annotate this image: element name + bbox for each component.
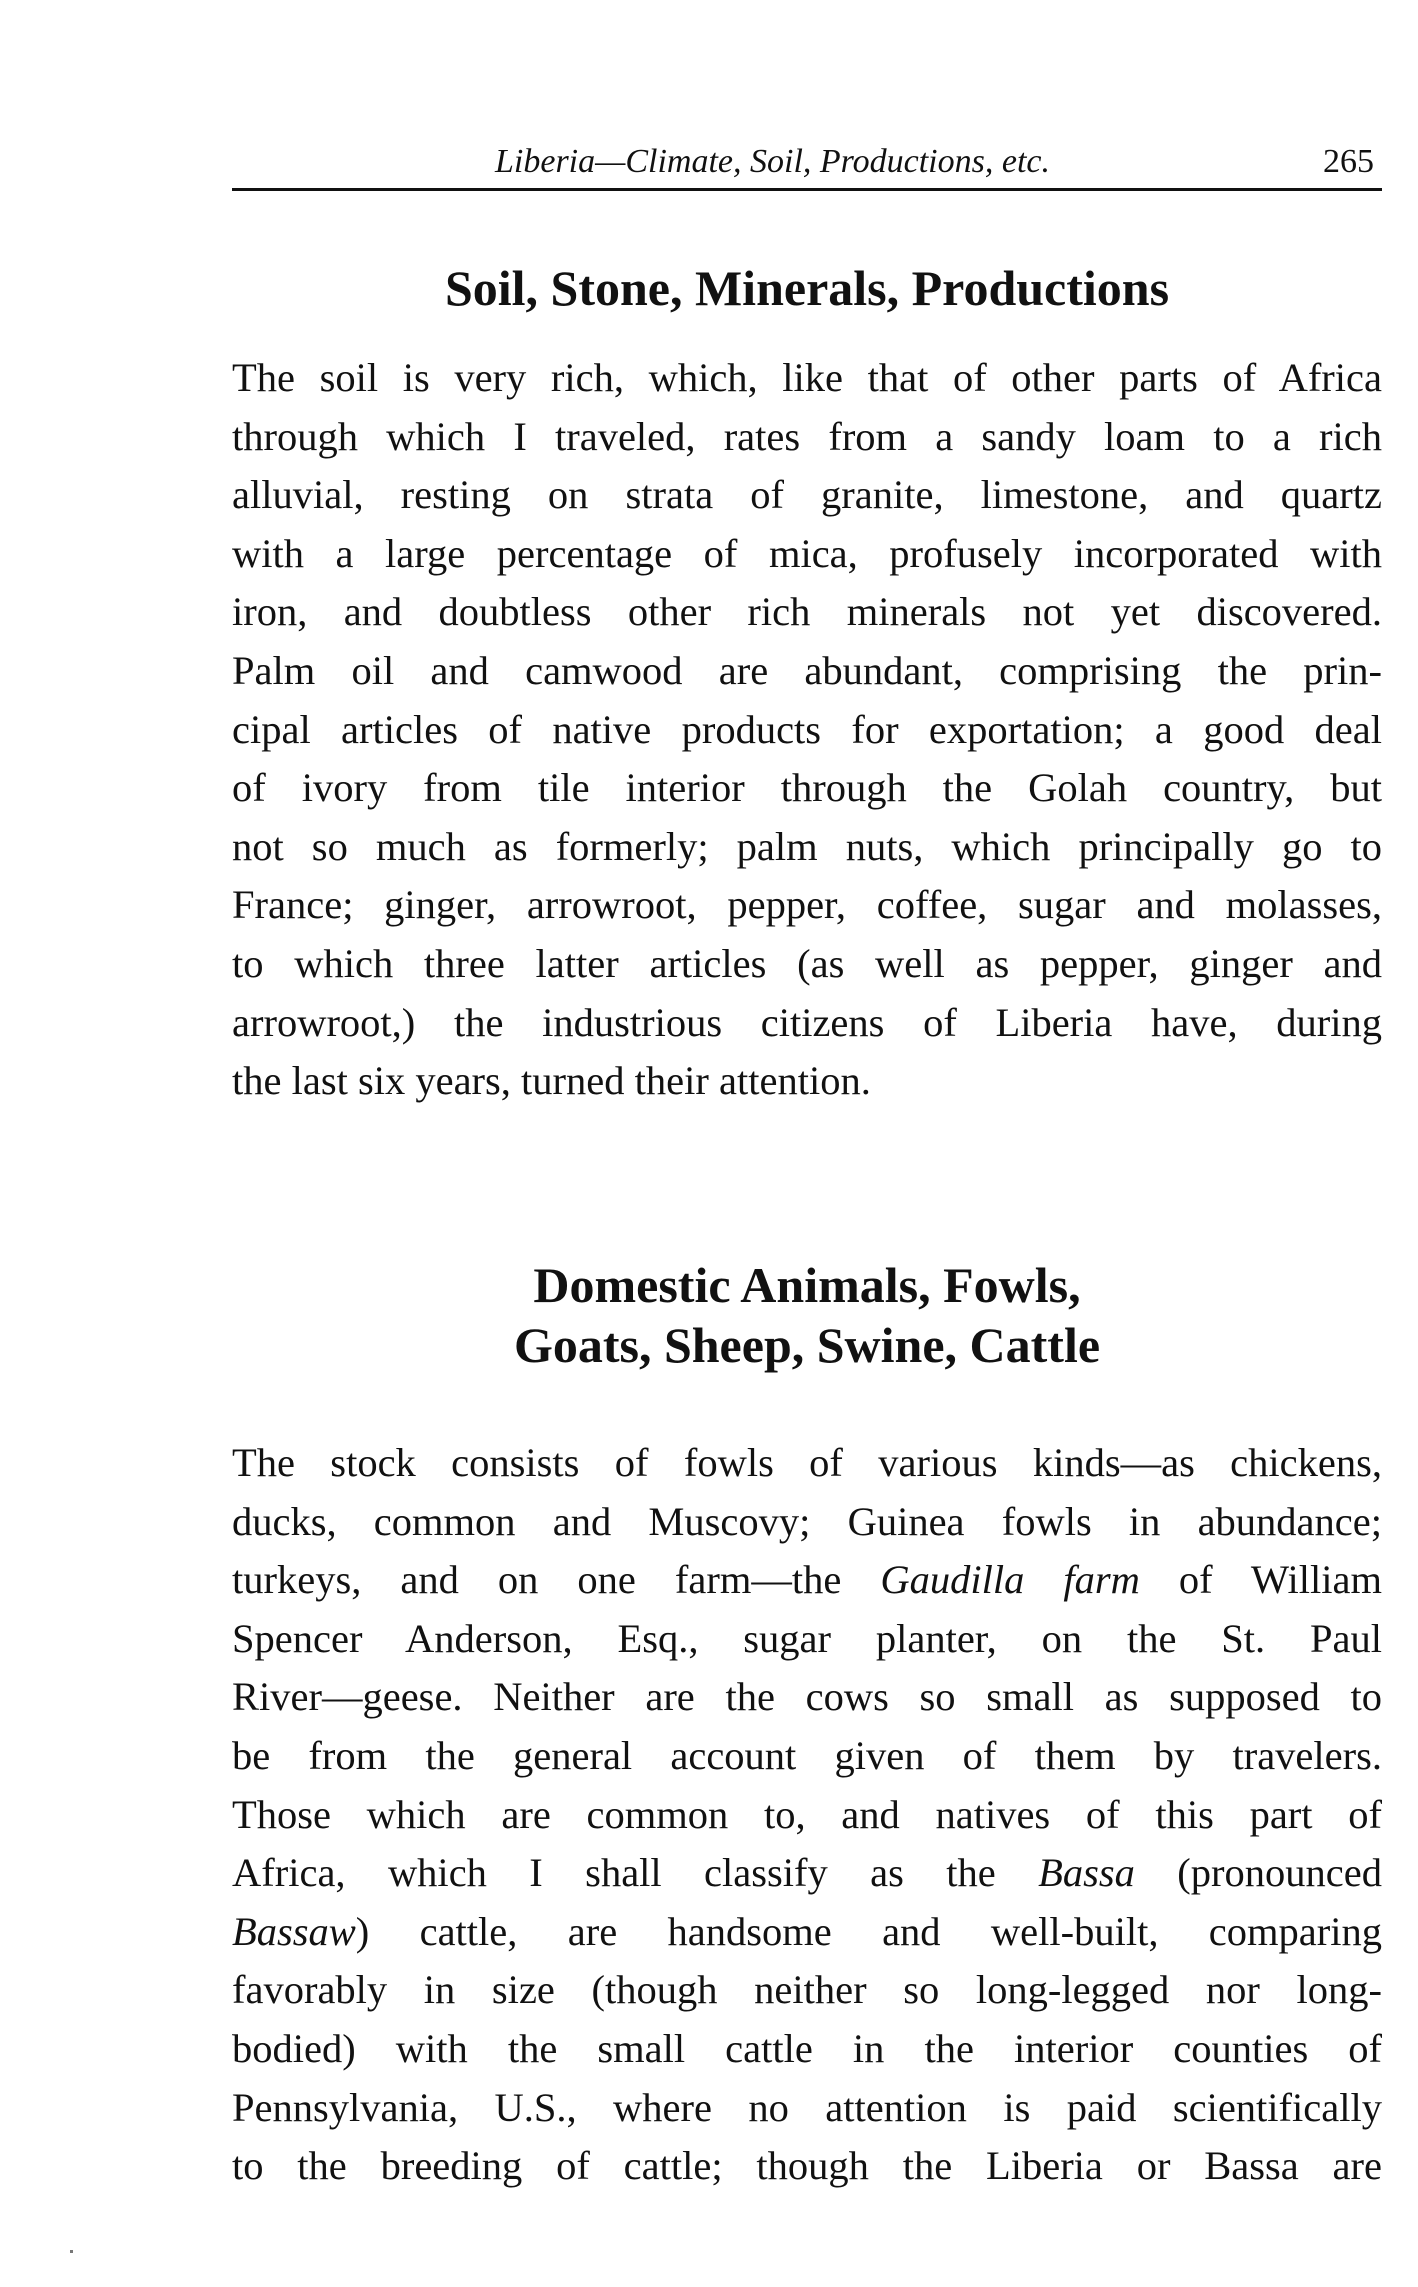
text-run: turkeys, and on one farm—the — [232, 1557, 881, 1603]
text-run: ) cattle, are handsome and well-built, comparing — [355, 1908, 1382, 1954]
breed-name-italic: Bassa — [1038, 1850, 1135, 1896]
text-line: bodied) with the small cattle in the interior counties of — [232, 2025, 1382, 2071]
section-heading-soil: Soil, Stone, Minerals, Productions — [444, 260, 1170, 316]
text-line: of ivory from tile interior through the Golah country, but — [232, 765, 1382, 811]
text-line: Spencer Anderson, Esq., sugar planter, on the St. Paul — [232, 1615, 1382, 1661]
text-line — [232, 1844, 1382, 1903]
page-number: 265 — [1323, 143, 1374, 180]
pronunciation-italic: Bassaw — [232, 1908, 356, 1954]
heading-line: Domestic Animals, Fowls, — [533, 1257, 1081, 1313]
text-line: The stock consists of fowls of various kinds—as chickens, — [232, 1440, 1382, 1485]
text-line: Pennsylvania, U.S., where no attention is paid scientifically — [232, 2084, 1382, 2130]
farm-name-italic: Gaudilla farm — [880, 1557, 1140, 1603]
text-line: to which three latter articles (as well as pepper, ginger and — [232, 940, 1382, 986]
text-line: the last six years, turned their attention. — [232, 1058, 871, 1104]
running-header — [232, 138, 1382, 191]
text-run: Africa, which I shall classify as the — [232, 1850, 1039, 1896]
text-line — [232, 1903, 1382, 1962]
text-line: iron, and doubtless other rich minerals not yet discovered. — [232, 589, 1382, 635]
text-line: arrowroot,) the industrious citizens of Liberia have, during — [232, 999, 1382, 1045]
paragraph-animals — [232, 1434, 1382, 2196]
text-line: River—geese. Neither are the cows so small as supposed to — [232, 1674, 1382, 1720]
text-line: Those which are common to, and natives of this part of — [232, 1791, 1382, 1837]
text-line: ducks, common and Muscovy; Guinea fowls in abundance; — [232, 1498, 1382, 1544]
text-line: Palm oil and camwood are abundant, comprising the prin- — [232, 647, 1382, 693]
text-run: of William — [1139, 1557, 1383, 1603]
text-line — [232, 1551, 1382, 1610]
text-line: The soil is very rich, which, like that of other parts of Africa — [232, 355, 1382, 400]
section-heading-animals — [232, 1255, 1382, 1375]
scan-speck — [70, 2250, 73, 2253]
running-title: Liberia—Climate, Soil, Productions, etc. — [495, 143, 1050, 180]
text-line: France; ginger, arrowroot, pepper, coffee, sugar and molasses, — [232, 882, 1382, 928]
text-line: favorably in size (though neither so long-legged nor long- — [232, 1967, 1382, 2013]
text-line: alluvial, resting on strata of granite, limestone, and quartz — [232, 472, 1382, 518]
text-line: not so much as formerly; palm nuts, which principally go to — [232, 823, 1382, 869]
heading-line: Goats, Sheep, Swine, Cattle — [513, 1317, 1101, 1373]
text-line: through which I traveled, rates from a sandy loam to a rich — [232, 413, 1382, 459]
text-line: cipal articles of native products for exportation; a good deal — [232, 706, 1382, 752]
text-run: (pronounced — [1134, 1850, 1382, 1896]
text-line: to the breeding of cattle; though the Liberia or Bassa are — [232, 2143, 1382, 2189]
text-line: with a large percentage of mica, profusely incorporated with — [232, 530, 1382, 576]
paragraph-soil — [232, 349, 1382, 1111]
text-line: be from the general account given of them by travelers. — [232, 1732, 1382, 1778]
